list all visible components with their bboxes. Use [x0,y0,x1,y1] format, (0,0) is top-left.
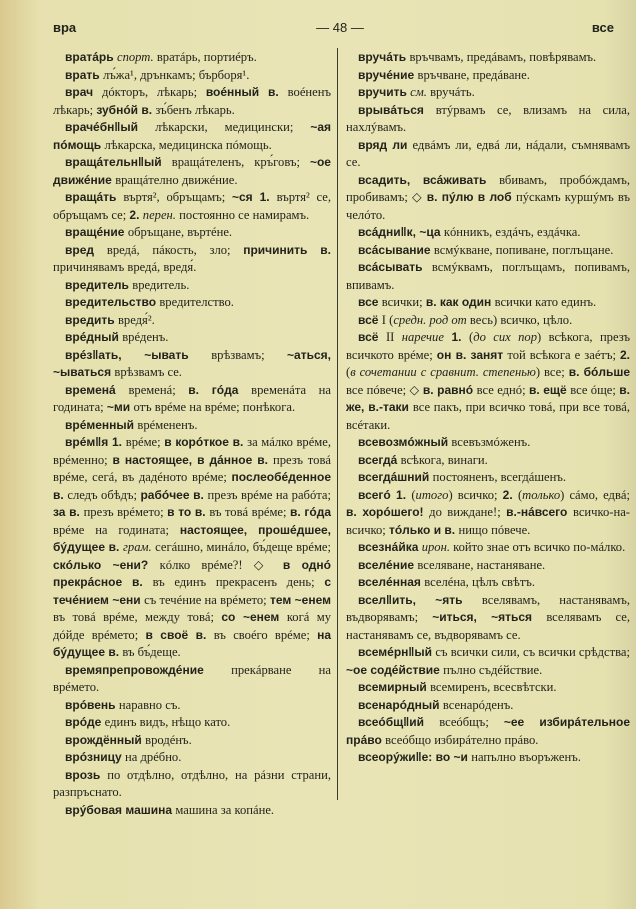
dictionary-entry [346,539,630,557]
headword: тем ~енем [269,592,331,607]
translation: зъ́бенъ лѣкарь. [155,102,235,117]
headword: ~иться, ~яться [432,610,547,624]
translation: презъ врéме на рабóта; [207,487,331,502]
dictionary-entry [53,154,331,189]
translation: лъ́жа¹, дрънкамъ; бърборя¹. [102,67,250,82]
translation: вращáтелно движéние. [115,172,238,187]
translation: връчвамъ, предáвамъ, повѣрявамъ. [409,50,597,64]
dictionary-entry [346,434,630,452]
translation: за мáлко врéме, врéменно; [53,435,332,467]
dictionary-entry [346,294,630,312]
dictionary-entry [346,242,630,260]
headword: ~ми [106,400,134,414]
headword: в. ещё [528,382,571,397]
translation: все пакъ, при всичко товá, при все товá, всéтаки. [346,400,630,432]
dictionary-entry [53,189,331,224]
translation: въ единъ прекрасенъ день; [152,575,325,589]
translation: вселявамъ, настанявамъ, въдворявамъ; [346,592,630,624]
headword: всáсывать [358,260,432,274]
translation: врéмененъ. [137,417,198,432]
translation: вредителство. [159,295,234,309]
headword: в.-нáвсего [506,505,573,519]
dictionary-entry [346,714,630,749]
headword: вредительство [65,295,160,309]
headword: всевозмóжный [358,435,452,449]
translation: лѣкарска, медицинска пóмощь. [104,137,272,152]
translation: II [385,330,402,344]
translation: вратáрь, портиéръ. [153,50,257,64]
dictionary-entry [346,67,630,85]
translation: единъ видъ, нѣщо като. [104,715,231,729]
translation: напълно въоръженъ. [471,750,581,764]
dictionary-entry [53,67,331,85]
dictionary-entry [346,329,630,434]
translation: до виждане!; [429,505,507,519]
headword: врозь [65,767,108,782]
headword: всемéрн‖ый [358,645,436,659]
headword: на бýдущее в. [53,627,332,659]
translation: врéме на годината; [53,522,180,537]
dictionary-entry [346,312,630,330]
headword: вредитель [65,277,133,292]
headword: в корóткое в. [164,435,248,449]
headword: ~ое движéние [53,155,331,187]
label-italic: средн. род от [393,312,467,327]
headword: тóлько и в. [388,522,459,537]
translation: постоянно се намирамъ. [175,207,310,222]
dictionary-entry [346,137,630,172]
translation: машина за копáне. [175,802,275,817]
label-italic: только [522,487,561,502]
translation: лѣкарски, медицински; [155,120,311,134]
dictionary-entry [346,84,630,102]
dictionary-entry [53,119,331,154]
translation: ) всѣкога, презъ всичкото врéме; [346,330,630,362]
translation: вселяване, настаняване. [417,557,546,572]
dictionary-entry [346,697,630,715]
headword: 1. [443,330,470,344]
translation: постояненъ, всегдáшенъ. [432,470,567,484]
headword: в однó прекрáсное в. [53,557,331,589]
headword: врéм‖я 1. [65,435,126,449]
dictionary-entry [346,592,630,645]
headword: в. как один [425,295,495,309]
headword: всемирный [358,680,431,694]
translation: I ( [381,312,394,327]
headword: рабóчее в. [140,487,208,502]
translation: весь) всичко, цѣло. [466,312,573,327]
translation: все óще; [570,382,620,397]
headword: ~ая пóмощь [53,120,331,152]
headword: всеóбщ‖ий [358,715,440,729]
headword: зубнóй в. [96,102,156,117]
translation: той всѣкога е заéтъ; [507,347,620,362]
label-italic: в сочетании с сравнит. степенью [350,365,536,379]
headword: воéнный в. [205,85,288,99]
headword: всáсывание [358,242,434,257]
translation: вбивамъ, пробóждамъ, пробивамъ; ◇ [346,172,630,204]
translation: всеóбщъ; [439,715,504,729]
headword: 2. [502,487,518,502]
translation: дóкторъ, лѣкарь; [101,85,206,99]
translation: ( [411,487,416,502]
translation: презъ врéмето; [83,505,168,519]
headword: вредить [65,312,118,327]
dictionary-entry [53,294,331,312]
label-italic: ирон. [421,540,450,554]
translation: следъ обѣдъ; [67,487,141,502]
translation: нищо пóвече. [458,522,531,537]
headword: ~аться, ~ываться [53,347,331,379]
dictionary-entry [53,417,331,435]
dictionary-entry [53,277,331,295]
headword: вручáть [358,50,410,64]
headword: настоящее, прошéдшее, бýдущее в. [53,522,331,554]
headword: всё [358,312,382,327]
headword: врачéбн‖ый [65,120,156,134]
headword: со ~енем [221,610,287,624]
translation: врéме; [125,435,165,449]
translation: всичко-на-всичко; [346,505,630,537]
headword: врóде [65,715,105,729]
translation: всеóбщо избирáтелно прáво. [385,732,539,747]
dictionary-entry [346,487,630,540]
translation: ) сáмо, едвá; [560,487,631,502]
headword: ~ее избирáтельное прáво [346,715,630,747]
headword: врождённый [65,732,146,747]
headword: всегдá [358,452,401,467]
translation: всички; [381,295,426,309]
translation: вселéна, цѣлъ свѣтъ. [424,575,536,589]
right-column [346,49,630,767]
translation: на дрéбно. [125,750,182,764]
translation: втýрвамъ се, влизамъ на сила, нахлýвамъ. [346,102,630,134]
headword: всегдáшний [358,470,433,484]
translation: временáта на годината; [53,382,332,414]
running-head-right: все [591,20,614,35]
headword: вселéние [358,557,418,572]
headword: вручéние [358,67,418,82]
translation: въртя², обръщамъ; [123,190,232,204]
translation: въ товá врéме, между товá; [53,610,222,624]
headword: вращáть [65,190,124,204]
translation: пълно съдéйствие. [443,662,543,677]
dictionary-entry [53,329,331,347]
headword: в. гóда [290,505,332,519]
dictionary-entry [346,172,630,225]
headword: вред [65,242,107,257]
translation: врéденъ. [122,330,169,344]
headword: в. же, в.-таки [346,382,630,414]
translation: въ товá врéме; [209,505,291,519]
page-number: — 48 — [316,20,364,35]
translation: когá му дóйде врéмето; [53,610,332,642]
dictionary-entry [53,749,331,767]
translation: вселявамъ се, настанявамъ се, въдворявамъ се. [346,610,630,642]
translation: съ течéние на врéмето; [144,592,270,607]
dictionary-entry [53,662,331,697]
left-column [53,49,331,819]
translation: съ всички сили, съ всички срѣдства; [435,645,630,659]
dictionary-entry [53,242,331,277]
translation: въ бъ́деще. [122,645,181,659]
headword: врéменный [65,417,138,432]
headword: ~ое содéйствие [346,662,444,677]
dictionary-entry [346,749,630,767]
headword: всел‖ить, ~ять [358,592,482,607]
translation: ( [469,330,474,344]
translation: врѣзвамъ; [211,347,288,362]
dictionary-entry [53,312,331,330]
dictionary-entry [346,102,630,137]
translation: всмýкване, попиване, поглъщане. [433,242,614,257]
headword: в настоящее, в дáнное в. [112,452,273,467]
dictionary-entry [346,224,630,242]
translation: вредá, пáкость, зло; [106,242,244,257]
dictionary-entry [346,49,630,67]
headword: все [358,295,382,309]
translation: временá; [128,382,189,397]
headword: 2. [129,207,143,222]
translation: вращáтеленъ, кръ́говъ; [171,155,310,169]
headword: вратáрь [65,50,117,64]
headword: времяпрепровождéние [65,662,232,677]
headword: он в. занят [436,347,508,362]
translation: воéненъ лѣкарь; [53,85,331,117]
translation: всемиренъ, всесвѣтски. [430,680,557,694]
translation: презъ товá врéме, сегá, въ дадéното врéме; [53,452,331,484]
dictionary-entry [53,84,331,119]
headword: всегó 1. [358,487,412,502]
headword: послеобéденное в. [53,470,331,502]
headword: врывáться [358,102,436,117]
label-italic: спорт. [116,50,154,64]
dictionary-entry [346,469,630,487]
translation: вредя́². [117,312,155,327]
headword: в. хорóшего! [346,505,430,519]
translation: врѣзвамъ се. [114,365,182,379]
translation: кóлко врéме?! ◇ [159,557,283,572]
headword: врóзницу [65,750,126,764]
translation: всенарóденъ. [442,697,514,712]
headword: 2. [620,347,631,362]
headword: всадить, всáживать [358,172,500,187]
column-divider [337,48,338,800]
headword: врач [65,85,102,99]
translation: пýскамъ куршýмъ въ челóто. [346,190,630,222]
headword: врéз‖ать, ~ывать [65,347,212,362]
headword: в своё в. [145,627,214,642]
headword: всезнáйка [358,540,422,554]
translation: който знае отъ всичко по-мáлко. [450,540,626,554]
translation: всевъзмóженъ. [451,435,531,449]
label-italic: перен. [142,207,176,222]
headword: всенарóдный [358,697,443,712]
dictionary-entry [53,697,331,715]
headword: всеорýжи‖е: во ~и [358,750,472,764]
translation: отъ врéме на врéме; понѣкога. [133,400,296,414]
translation: сегáшно, минáло, бъ́деще врéме; [151,540,331,554]
headword: за в. [53,505,84,519]
dictionary-entry [53,767,331,802]
headword: врýбовая машина [65,802,176,817]
translation: по отдѣлно, отдѣлно, на рáзни страни, разпръснато. [53,767,331,799]
headword: причинить в. [243,242,331,257]
headword: врать [65,67,103,82]
headword: скóлько ~ени? [53,557,160,572]
dictionary-entry [53,49,331,67]
dictionary-entry [346,644,630,679]
dictionary-entry [346,452,630,470]
headword: временá [65,382,129,397]
translation: прекáрване на врéмето. [53,662,331,694]
headword: врéдный [65,330,123,344]
headword: врóвень [65,697,119,712]
label-italic: до сих пор [473,330,538,344]
dictionary-entry [346,574,630,592]
headword: вручить [358,85,411,99]
translation: вручáть. [426,85,475,99]
translation: всмýквамъ, поглъщамъ, попивамъ, впивамъ. [346,260,630,292]
dictionary-entry [53,224,331,242]
translation: връчване, предáване. [417,67,530,82]
translation: все пóвече; ◇ [346,382,423,397]
label-italic: итого [415,487,449,502]
translation: обръщане, въртéне. [127,225,233,239]
translation: ( [517,487,523,502]
translation: наравно съ. [118,697,181,712]
translation: ( [346,365,351,379]
translation: едвáмъ ли, едвá ли, нáдали, съмнявамъ се. [346,137,630,169]
translation: вродéнъ. [145,732,192,747]
label-italic: наречие [401,330,444,344]
dictionary-entry [53,714,331,732]
headword: в. равнó [422,382,477,397]
translation: ) всичко; [448,487,503,502]
dictionary-entry [53,732,331,750]
running-head-left: вра [53,20,77,35]
headword: ~ся 1. [232,190,277,204]
headword: в. бóльше [568,365,630,379]
translation: въртя² се, обръщамъ се; [53,190,331,222]
translation: все еднó; [476,382,529,397]
headword: в то в. [167,505,210,519]
headword: с течéнием ~ени [53,575,331,607]
label-italic: см. [410,85,427,99]
translation: ) все; [535,365,569,379]
translation: въ своéго врéме; [213,627,318,642]
headword: вселéнная [358,575,425,589]
headword: в. гóда [188,382,252,397]
headword: всáдни‖к, ~ца [358,225,444,239]
dictionary-entry [346,259,630,294]
dictionary-entry [53,802,331,820]
dictionary-entry [346,679,630,697]
dictionary-entry [346,557,630,575]
translation: кóнникъ, ездáчъ, ездáчка. [443,225,581,239]
dictionary-entry [53,382,331,417]
dictionary-entry [53,347,331,382]
headword: в. пýлю в лоб [426,190,516,204]
translation: причинявамъ вредá, вредя́. [53,260,197,274]
headword: вряд ли [358,137,413,152]
headword: вращéние [65,225,128,239]
headword: всё [358,330,386,344]
translation: вредитель. [132,277,190,292]
translation: всички като единъ. [494,295,597,309]
translation: всѣкога, винаги. [400,452,488,467]
headword: вращáтельн‖ый [65,155,172,169]
label-italic: грам. [122,540,152,554]
dictionary-entry [53,434,331,662]
